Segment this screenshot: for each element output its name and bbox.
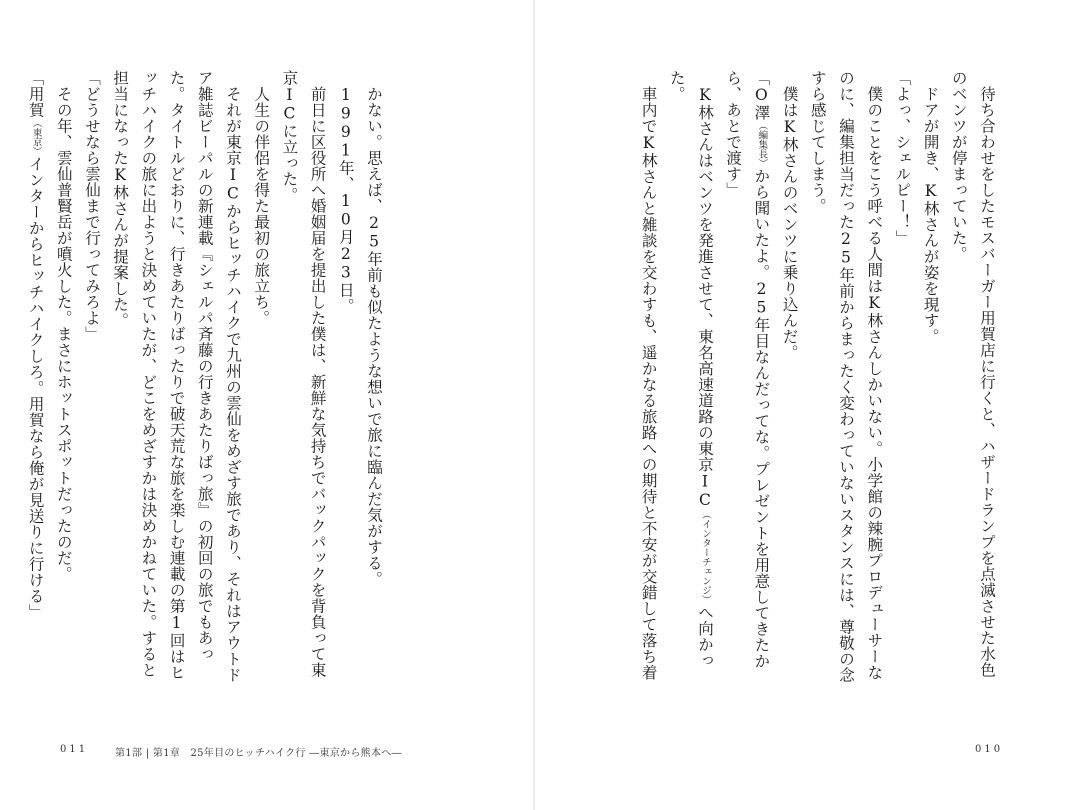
text-run: へ向かった。 (667, 70, 714, 668)
paragraph: 待ち合わせをしたモスバーガー用賀店に行くと、ハザードランプを点滅させた水色のベンツが停まっていた。 (949, 70, 996, 678)
paragraph: 僕はK林さんのベンツに乗り込んだ。 (780, 85, 799, 360)
right-page (535, 0, 1068, 810)
dialogue-line: 「どうせなら雲仙まで行ってみろよ」 (82, 70, 101, 342)
text-run: インターからヒッチハイクしろ。用賀なら俺が見送りに行ける」 (26, 156, 45, 620)
paragraph: 僕のことをこう呼べる人間はK林さんしかいない。小学館の辣腕プロデューサーなのに、編集担当だった25年前からまったく変わっていないスタンスには、尊敬の念すら感じてしまう。 (808, 70, 884, 683)
dialogue-line (21, 70, 49, 690)
paragraph: 前日に区役所へ婚姻届を提出した僕は、新鮮な気持ちでバックパックを背負って東京ICに立った。 (280, 70, 327, 678)
paragraph: かない。思えば、25年前も似たような想いで旅に臨んだ気がする。 (365, 85, 383, 587)
paragraph: ドアが開き、K林さんが姿を現す。 (921, 85, 940, 344)
paragraph: 1991年、10月23日。 (336, 85, 355, 314)
right-page-number: 010 (975, 744, 1004, 755)
paragraph: それが東京ICからヒッチハイクで九州の雲仙をめざす旅であり、それはアウトドア雑誌ビーパルの新連載『シェルパ斉藤の行きあたりばっ旅』の初回の旅でもあった。タイトルどおりに、行きあたりばったりで破天荒な旅を楽しむ連載の第1回はヒッチハイクの旅に出ようと決めていたが、どこをめざすかは決めかねていた。すると担当になったK林さんが提案した。 (111, 70, 242, 683)
paragraph: 人生の伴侶を得た最初の旅立ち。 (252, 85, 271, 326)
ruby-note: （インターチェンジ） (699, 509, 711, 604)
paragraph: 車内でK林さんと雑談を交わすも、遥かなる旅路への期待と不安が交錯して落ち着 (639, 85, 658, 680)
paragraph (663, 70, 719, 690)
text-run: K林さんはベンツを発進させて、東名高速道路の東京IC (695, 85, 714, 509)
running-head: 第1部 | 第1章 25年目のヒッチハイク行 ―東京から熊本へ― (115, 748, 402, 759)
text-run: 「O澤 (752, 70, 771, 121)
text-run: から聞いたよ。25年目なんだってな。プレゼントを用意してきたから、あとで渡す」 (724, 70, 771, 669)
right-page-body (639, 70, 1001, 690)
dialogue-line: 「よっ、シェルピー！」 (893, 70, 912, 246)
paragraph: その年、雲仙普賢岳が噴火した。まさにホットスポットだったのだ。 (54, 85, 73, 582)
ruby-note: （東京） (30, 118, 42, 156)
text-run: 「用賀 (26, 70, 45, 118)
left-page-number: 011 (60, 744, 89, 755)
ruby-note: （編集長） (756, 120, 768, 168)
left-page-body (26, 70, 388, 690)
dialogue-line (719, 70, 775, 690)
